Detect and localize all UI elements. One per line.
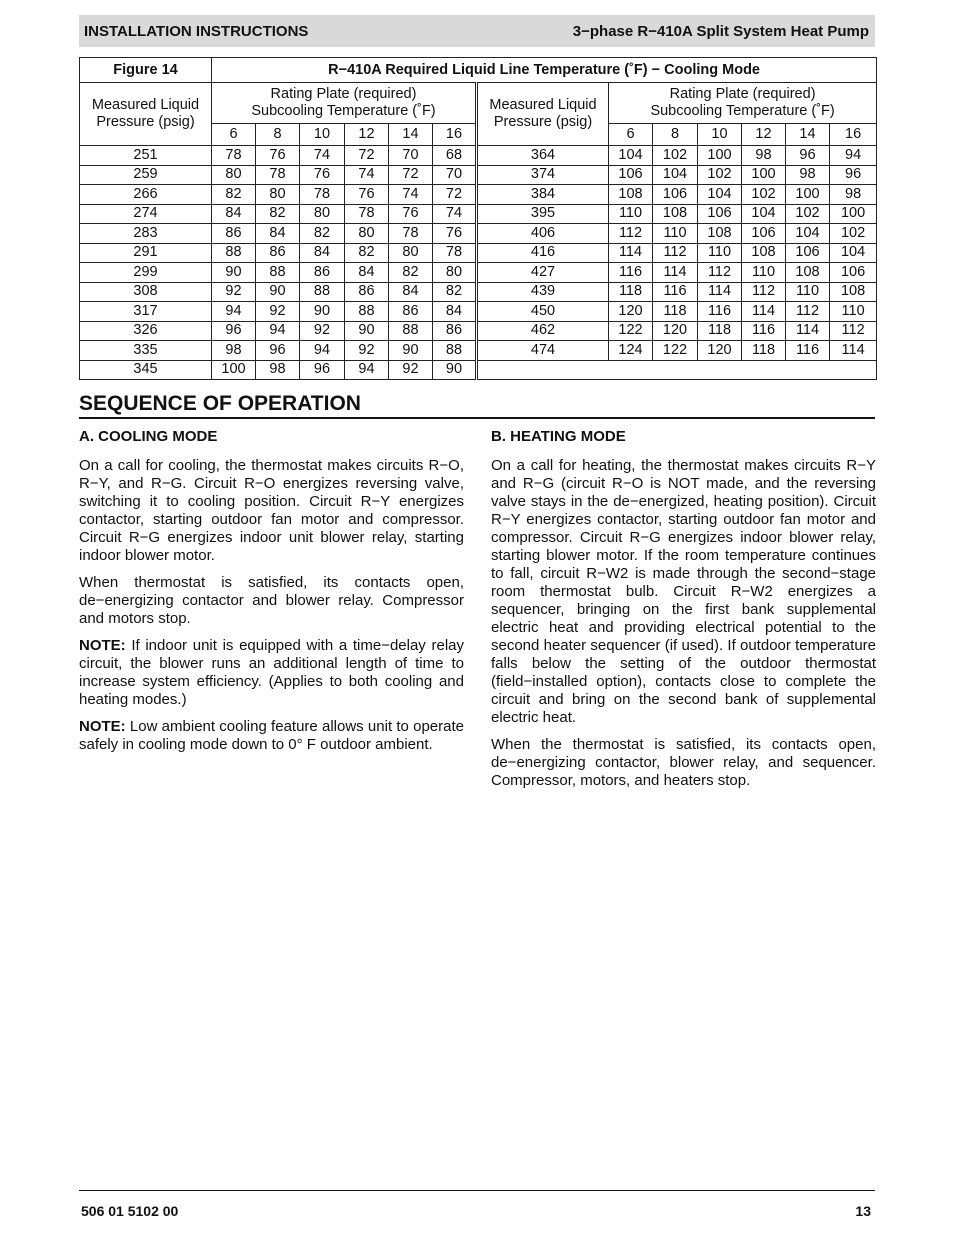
temperature-cell: 112: [698, 263, 742, 283]
temperature-cell: 70: [389, 146, 433, 166]
temperature-cell: 84: [300, 243, 345, 263]
temperature-cell: 106: [786, 243, 830, 263]
pressure-cell: 427: [477, 263, 609, 283]
subcooling-header-cell: 8: [653, 124, 698, 146]
subcooling-header-cell: 6: [609, 124, 653, 146]
rating-header-left: [212, 83, 477, 124]
pressure-cell: 274: [80, 204, 212, 224]
rating-header-right: [609, 83, 877, 124]
temperature-cell: 108: [786, 263, 830, 283]
note-label: NOTE:: [79, 718, 126, 735]
pressure-cell: 251: [80, 146, 212, 166]
temperature-cell: 86: [212, 224, 256, 244]
temperature-cell: 100: [212, 360, 256, 380]
temperature-cell: 74: [433, 204, 477, 224]
temperature-cell: 120: [653, 321, 698, 341]
subcooling-header-cell: 12: [742, 124, 786, 146]
temperature-cell: 90: [389, 341, 433, 361]
pressure-cell: 266: [80, 185, 212, 205]
temperature-cell: 120: [698, 341, 742, 361]
temperature-cell: 92: [345, 341, 389, 361]
temperature-cell: 76: [256, 146, 300, 166]
temperature-cell: 104: [609, 146, 653, 166]
subcooling-header-cell: 12: [345, 124, 389, 146]
temperature-cell: 82: [300, 224, 345, 244]
temperature-cell: 68: [433, 146, 477, 166]
table-row: [80, 204, 877, 224]
temperature-cell: 70: [433, 165, 477, 185]
temperature-cell: 118: [698, 321, 742, 341]
temperature-cell: 116: [609, 263, 653, 283]
rating-header-left-line1: Rating Plate (required): [270, 86, 417, 102]
subcooling-header-cell: 6: [212, 124, 256, 146]
temperature-cell: 112: [830, 321, 877, 341]
temperature-cell: 114: [830, 341, 877, 361]
table-row: [80, 263, 877, 283]
pressure-cell: 374: [477, 165, 609, 185]
heating-paragraph-2: When the thermostat is satisfied, its contacts open, de−energizing contactor, blower relay, and sequencer. Compressor, motors, and heaters stop.: [491, 736, 876, 789]
note-text: If indoor unit is equipped with a time−delay relay circuit, the blower runs an additional length of time to increase system efficiency. (Applies to both cooling and heating modes.): [79, 637, 464, 708]
temperature-cell: 100: [698, 146, 742, 166]
cooling-mode-heading: A. COOLING MODE: [79, 428, 218, 445]
temperature-cell: 122: [609, 321, 653, 341]
temperature-cell: 80: [256, 185, 300, 205]
temperature-cell: 116: [786, 341, 830, 361]
table-row: [80, 224, 877, 244]
header-left-title: INSTALLATION INSTRUCTIONS: [84, 22, 309, 40]
temperature-cell: 78: [256, 165, 300, 185]
temperature-cell: 78: [300, 185, 345, 205]
temperature-cell: 82: [256, 204, 300, 224]
table-row: [80, 360, 877, 380]
temperature-cell: 90: [345, 321, 389, 341]
temperature-cell: 86: [345, 282, 389, 302]
temperature-cell: 110: [786, 282, 830, 302]
temperature-cell: 108: [830, 282, 877, 302]
temperature-cell: 88: [256, 263, 300, 283]
temperature-cell: 78: [433, 243, 477, 263]
temperature-cell: 86: [300, 263, 345, 283]
table-row: [80, 165, 877, 185]
temperature-cell: 102: [830, 224, 877, 244]
temperature-cell: 80: [212, 165, 256, 185]
temperature-cell: 96: [256, 341, 300, 361]
pressure-cell: 291: [80, 243, 212, 263]
cooling-mode-column: [79, 427, 464, 763]
temperature-cell: 74: [345, 165, 389, 185]
temperature-cell: 80: [389, 243, 433, 263]
temperature-cell: 96: [786, 146, 830, 166]
temperature-cell: 110: [830, 302, 877, 322]
temperature-cell: 84: [256, 224, 300, 244]
temperature-cell: 110: [609, 204, 653, 224]
temperature-cell: 114: [742, 302, 786, 322]
temperature-cell: 82: [433, 282, 477, 302]
temperature-cell: 76: [389, 204, 433, 224]
temperature-cell: 96: [212, 321, 256, 341]
temperature-cell: 102: [786, 204, 830, 224]
subcooling-header-cell: 16: [433, 124, 477, 146]
pressure-cell: 439: [477, 282, 609, 302]
temperature-cell: 96: [300, 360, 345, 380]
temperature-cell: 124: [609, 341, 653, 361]
subcooling-header-cell: 10: [300, 124, 345, 146]
temperature-cell: 122: [653, 341, 698, 361]
temperature-cell: 104: [653, 165, 698, 185]
temperature-cell: 110: [742, 263, 786, 283]
liquid-line-temperature-table-wrap: [79, 57, 876, 380]
table-row: [80, 282, 877, 302]
pressure-cell: 326: [80, 321, 212, 341]
pressure-cell: 308: [80, 282, 212, 302]
temperature-cell: 116: [742, 321, 786, 341]
cooling-paragraph-2: When thermostat is satisfied, its contacts open, de−energizing contactor and blower relay. Compressor and motors stop.: [79, 574, 464, 627]
temperature-cell: 108: [609, 185, 653, 205]
table-row: [80, 302, 877, 322]
temperature-cell: 90: [433, 360, 477, 380]
temperature-cell: 108: [742, 243, 786, 263]
temperature-cell: 88: [300, 282, 345, 302]
temperature-cell: 98: [830, 185, 877, 205]
pressure-cell: 335: [80, 341, 212, 361]
pressure-cell: 283: [80, 224, 212, 244]
note-label: NOTE:: [79, 637, 126, 654]
document-number: 506 01 5102 00: [81, 1203, 179, 1219]
pressure-header-right: [477, 83, 609, 146]
temperature-cell: 74: [300, 146, 345, 166]
temperature-cell: 82: [212, 185, 256, 205]
temperature-cell: 82: [345, 243, 389, 263]
temperature-cell: 98: [742, 146, 786, 166]
temperature-cell: 106: [698, 204, 742, 224]
temperature-cell: 80: [433, 263, 477, 283]
subcooling-header-cell: 16: [830, 124, 877, 146]
heating-mode-heading: B. HEATING MODE: [491, 428, 626, 445]
temperature-cell: 84: [389, 282, 433, 302]
subcooling-header-cell: 8: [256, 124, 300, 146]
temperature-cell: 76: [433, 224, 477, 244]
pressure-header-right-text: Measured Liquid Pressure (psig): [489, 97, 597, 130]
page-footer: [79, 1190, 875, 1219]
pressure-cell: 317: [80, 302, 212, 322]
section-title: SEQUENCE OF OPERATION: [79, 392, 875, 419]
temperature-cell: 94: [830, 146, 877, 166]
subcooling-header-cell: 14: [786, 124, 830, 146]
temperature-cell: 72: [433, 185, 477, 205]
temperature-cell: 118: [653, 302, 698, 322]
temperature-cell: 80: [345, 224, 389, 244]
temperature-cell: 86: [433, 321, 477, 341]
temperature-cell: 76: [300, 165, 345, 185]
temperature-cell: 104: [830, 243, 877, 263]
temperature-cell: 74: [389, 185, 433, 205]
figure-label: Figure 14: [80, 58, 212, 83]
table-title: R−410A Required Liquid Line Temperature (˚F) − Cooling Mode: [212, 58, 877, 83]
temperature-cell: 98: [786, 165, 830, 185]
temperature-cell: 112: [786, 302, 830, 322]
temperature-cell: 94: [212, 302, 256, 322]
pressure-cell: 416: [477, 243, 609, 263]
temperature-cell: 118: [742, 341, 786, 361]
temperature-cell: 94: [345, 360, 389, 380]
temperature-cell: 102: [742, 185, 786, 205]
temperature-cell: 92: [212, 282, 256, 302]
pressure-header-left: [80, 83, 212, 146]
temperature-cell: 102: [653, 146, 698, 166]
temperature-cell: 112: [742, 282, 786, 302]
temperature-cell: 114: [653, 263, 698, 283]
cooling-paragraph-1: On a call for cooling, the thermostat makes circuits R−O, R−Y, and R−G. Circuit R−O energizes reversing valve, switching it to cooling position. Circuit R−Y energizes contactor, starting outdoor fan motor and compressor. Circuit R−G energizes indoor unit blower relay, starting indoor blower motor.: [79, 457, 464, 564]
temperature-cell: 92: [256, 302, 300, 322]
temperature-cell: 90: [300, 302, 345, 322]
temperature-cell: 96: [830, 165, 877, 185]
table-header-row: [80, 83, 877, 124]
temperature-cell: 98: [212, 341, 256, 361]
temperature-cell: 88: [212, 243, 256, 263]
pressure-cell: 384: [477, 185, 609, 205]
page-header: [79, 15, 875, 47]
temperature-cell: 104: [786, 224, 830, 244]
table-row: [80, 341, 877, 361]
temperature-cell: 88: [389, 321, 433, 341]
rating-header-left-line2: Subcooling Temperature (˚F): [251, 103, 436, 119]
temperature-cell: 82: [389, 263, 433, 283]
temperature-cell: 118: [609, 282, 653, 302]
heating-paragraph-1: On a call for heating, the thermostat makes circuits R−Y and R−G (circuit R−O is NOT made, and the reversing valve stays in the de−energized, heating position). Circuit R−Y energizes contactor, starting outdoor fan motor and compressor. Circuit R−G energizes indoor blower relay, starting blower motor. If the room temperature continues to fall, circuit R−W2 is made through the second−stage room thermostat bulb. Circuit R−W2 energizes a sequencer, bringing on the first bank supplemental electric heat and providing electrical potential to the second heater sequencer (if used). If outdoor temperature falls below the setting of the outdoor thermostat (field−installed option), contacts close to complete the circuit and bring on the second bank of supplemental electric heat.: [491, 457, 876, 726]
temperature-cell: 94: [256, 321, 300, 341]
pressure-cell: 450: [477, 302, 609, 322]
cooling-note-1: [79, 637, 464, 709]
temperature-cell: 92: [389, 360, 433, 380]
pressure-cell: 462: [477, 321, 609, 341]
temperature-cell: 116: [653, 282, 698, 302]
temperature-cell: 92: [300, 321, 345, 341]
temperature-cell: 108: [653, 204, 698, 224]
temperature-cell: 88: [345, 302, 389, 322]
temperature-cell: 116: [698, 302, 742, 322]
temperature-cell: 100: [830, 204, 877, 224]
temperature-cell: 80: [300, 204, 345, 224]
temperature-cell: 104: [698, 185, 742, 205]
empty-cell: [477, 360, 877, 380]
subcooling-header-cell: 10: [698, 124, 742, 146]
temperature-cell: 110: [653, 224, 698, 244]
temperature-cell: 78: [212, 146, 256, 166]
pressure-cell: 299: [80, 263, 212, 283]
temperature-cell: 114: [609, 243, 653, 263]
pressure-cell: 364: [477, 146, 609, 166]
temperature-cell: 114: [698, 282, 742, 302]
note-text: Low ambient cooling feature allows unit to operate safely in cooling mode down to 0° F outdoor ambient.: [79, 718, 464, 753]
rating-header-right-line2: Subcooling Temperature (˚F): [650, 103, 835, 119]
cooling-note-2: [79, 718, 464, 754]
header-right-title: 3−phase R−410A Split System Heat Pump: [572, 22, 869, 40]
temperature-cell: 108: [698, 224, 742, 244]
temperature-cell: 120: [609, 302, 653, 322]
temperature-cell: 114: [786, 321, 830, 341]
temperature-cell: 76: [345, 185, 389, 205]
temperature-cell: 106: [609, 165, 653, 185]
temperature-cell: 94: [300, 341, 345, 361]
table-row: [80, 321, 877, 341]
page-number: 13: [855, 1203, 871, 1219]
temperature-cell: 78: [389, 224, 433, 244]
pressure-cell: 474: [477, 341, 609, 361]
temperature-cell: 72: [345, 146, 389, 166]
temperature-cell: 112: [653, 243, 698, 263]
pressure-header-left-text: Measured Liquid Pressure (psig): [91, 97, 200, 130]
subcooling-header-cell: 14: [389, 124, 433, 146]
table-title-row: [80, 58, 877, 83]
temperature-cell: 84: [212, 204, 256, 224]
temperature-cell: 90: [256, 282, 300, 302]
pressure-cell: 406: [477, 224, 609, 244]
pressure-cell: 395: [477, 204, 609, 224]
temperature-cell: 86: [256, 243, 300, 263]
temperature-cell: 100: [742, 165, 786, 185]
temperature-cell: 90: [212, 263, 256, 283]
temperature-cell: 86: [389, 302, 433, 322]
table-row: [80, 185, 877, 205]
temperature-cell: 84: [345, 263, 389, 283]
temperature-cell: 102: [698, 165, 742, 185]
temperature-cell: 72: [389, 165, 433, 185]
temperature-cell: 84: [433, 302, 477, 322]
temperature-cell: 106: [830, 263, 877, 283]
temperature-cell: 88: [433, 341, 477, 361]
temperature-cell: 112: [609, 224, 653, 244]
heating-mode-column: [491, 427, 876, 799]
pressure-cell: 259: [80, 165, 212, 185]
table-row: [80, 146, 877, 166]
temperature-cell: 106: [742, 224, 786, 244]
temperature-cell: 104: [742, 204, 786, 224]
temperature-cell: 110: [698, 243, 742, 263]
temperature-cell: 100: [786, 185, 830, 205]
pressure-cell: 345: [80, 360, 212, 380]
liquid-line-temperature-table: [79, 57, 877, 380]
table-row: [80, 243, 877, 263]
rating-header-right-line1: Rating Plate (required): [669, 86, 816, 102]
temperature-cell: 106: [653, 185, 698, 205]
temperature-cell: 78: [345, 204, 389, 224]
temperature-cell: 98: [256, 360, 300, 380]
